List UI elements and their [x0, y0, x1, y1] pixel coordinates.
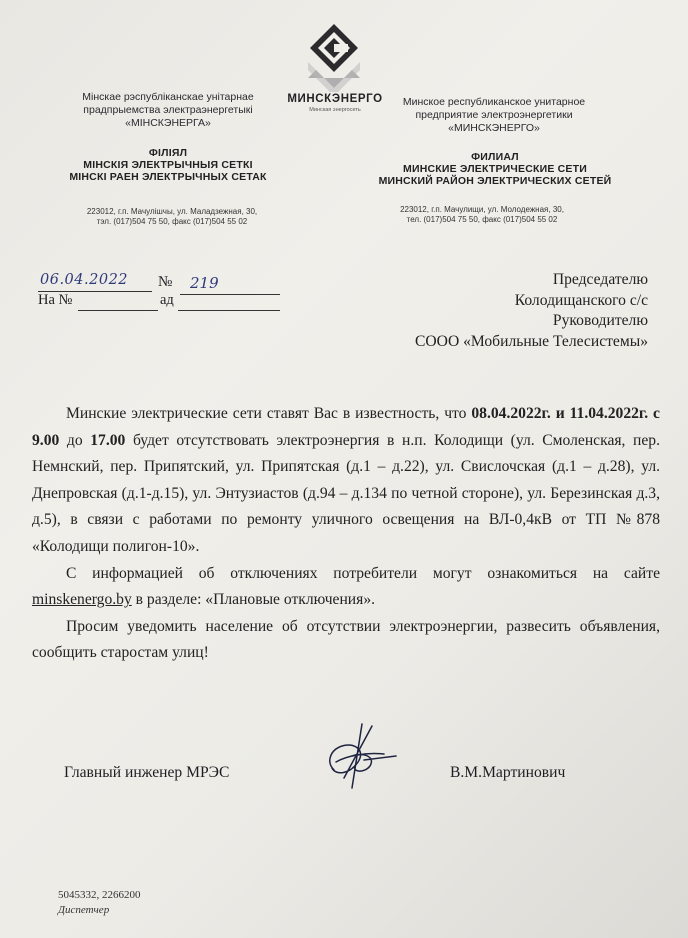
header-left-addr-line2: тэл. (017)504 75 50, факс (017)504 55 02	[96, 217, 248, 226]
company-logo	[294, 22, 374, 92]
header-left-address	[60, 207, 284, 227]
body-p2-rest: в разделе: «Плановые отключения».	[131, 591, 376, 609]
footer-role: Диспетчер	[58, 904, 110, 916]
header-right-addr-line1: 223012, г.п. Мачулищи, ул. Молодежная, 30,	[400, 205, 564, 214]
header-right-branch-label: ФИЛИАЛ	[471, 151, 519, 163]
footer-block	[58, 888, 141, 918]
body-p1-details: будет отсутствовать электроэнергия в н.п. Колодищи (ул. Смоленская, пер. Немнский, пер. Припятский, ул. Припятская (д.1 – д.22), ул. Свислочская (д.1 – д.28), ул. Днепровская (д.1-д.15), ул. Энтузиастов (д.94 – д.134 по четной стороне), ул. Березинская д.3, д.5), в связи с работами по ремонту уличного освещения на ВЛ-0,4кВ от ТП №878 «Колодищи полигон-10».	[32, 431, 661, 555]
addressee-line3: Руководителю	[552, 312, 648, 330]
body-paragraph-2	[32, 561, 660, 614]
header-left-org	[58, 91, 278, 130]
body-p1-intro: Минские электрические сети ставят Вас в известность, что	[66, 405, 472, 422]
body-p1-from: с	[648, 405, 660, 422]
outage-date-2: 11.04.2022г.	[569, 405, 649, 422]
header-left-addr-line1: 223012, г.п. Мачулішчы, ул. Маладзежная, 30,	[86, 207, 258, 216]
header-left-branch-line2: МІНСКІ РАЕН ЭЛЕКТРЫЧНЫХ СЕТАК	[69, 171, 267, 183]
header-right-addr-line2: тел. (017)504 75 50, факс (017)504 55 02	[406, 215, 558, 224]
addressee-line2: Колодищанского с/с	[514, 291, 648, 309]
body-paragraph-3: Просим уведомить население об отсутствии электроэнергии, развесить объявления, сообщить старостам улиц!	[32, 617, 660, 662]
header-right-org-line1: Минское республиканское унитарное	[402, 96, 586, 108]
header-left-org-line1: Мінскае рэспубліканскае унітарнае	[82, 91, 254, 103]
logo-brand: МИНСКЭНЕРГО	[287, 93, 383, 105]
handwritten-signature	[306, 716, 406, 796]
body-p2-intro: С информацией об отключениях потребители могут ознакомиться на сайте	[66, 564, 660, 582]
header-right-branch-line1: МИНСКИЕ ЭЛЕКТРИЧЕСКИЕ СЕТИ	[403, 163, 587, 175]
outage-time-start: 9.00	[32, 431, 60, 449]
signature-scribble-icon	[306, 716, 406, 796]
minskenergo-logo-icon	[294, 22, 374, 92]
website-link[interactable]: minskenergo.by	[32, 591, 132, 609]
reg-number: 219	[190, 274, 219, 292]
letter-body	[32, 401, 660, 667]
reg-number-label: №	[158, 274, 173, 290]
header-right-address	[374, 205, 590, 225]
header-left-branch-label: ФІЛІЯЛ	[148, 147, 188, 159]
body-p1-and: и	[550, 405, 570, 422]
header-left-branch	[44, 147, 292, 183]
body-paragraph-1	[32, 401, 660, 561]
header-left-branch-line1: МІНСКІЯ ЭЛЕКТРЫЧНЫЯ СЕТКІ	[83, 159, 253, 171]
reg-number-line	[180, 294, 280, 295]
header-right-branch-line2: МИНСКИЙ РАЙОН ЭЛЕКТРИЧЕСКИХ СЕТЕЙ	[378, 175, 612, 187]
header-left-org-line2: прадпрыемства электраэнергетыкі	[83, 104, 253, 116]
addressee-line1: Председателю	[552, 271, 648, 288]
footer-phones: 5045332, 2266200	[58, 889, 141, 901]
body-p1-to: до	[59, 431, 91, 449]
addressee-line4: СООО «Мобильные Телесистемы»	[415, 332, 648, 350]
signer-position: Главный инженер МРЭС	[64, 764, 230, 781]
outage-date-1: 08.04.2022г.	[471, 405, 551, 422]
header-right-branch	[330, 151, 660, 187]
header-right-org-line3: «МИНСКЭНЕРГО»	[448, 122, 540, 134]
logo-subtitle: Минская энергосеть	[309, 107, 361, 113]
signer-name: В.М.Мартинович	[450, 764, 566, 781]
addressee-block	[415, 270, 648, 352]
header-left-org-line3: «МІНСКЭНЕРГА»	[125, 117, 211, 129]
reg-ref-line	[78, 310, 158, 311]
reg-date: 06.04.2022	[40, 272, 129, 288]
reg-ref-ad-line	[178, 310, 280, 311]
header-right-org-line2: предприятие электроэнергетики	[415, 109, 573, 121]
reg-ref-label: На №	[38, 292, 73, 308]
reg-ref-ad: ад	[160, 292, 174, 308]
outage-time-end: 17.00	[90, 431, 126, 449]
header-right-org	[386, 96, 602, 135]
